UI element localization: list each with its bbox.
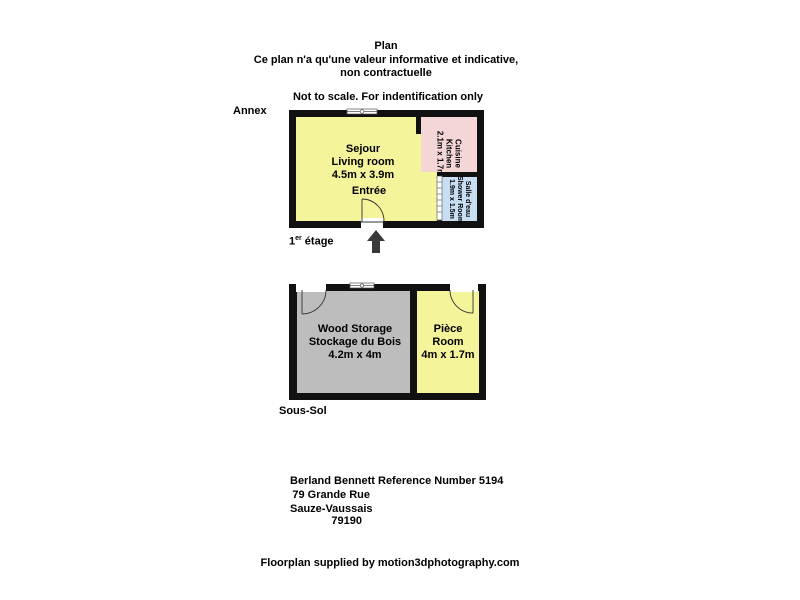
agent-town: Sauze-Vaussais [290, 503, 373, 515]
storage-name-en: Wood Storage [317, 323, 393, 335]
basement-label: Sous-Sol [279, 405, 327, 417]
window-icon [347, 109, 377, 114]
storage-label [300, 323, 410, 362]
piece-label [418, 323, 478, 362]
piece-name-fr: Pièce [433, 323, 463, 335]
shower-size: 1.9m x 1.5m [448, 179, 455, 219]
living-room-size: 4.5m x 3.9m [331, 169, 395, 181]
entrance-label: Entrée [351, 185, 387, 197]
shower-name-en: Shower Room [456, 176, 463, 224]
piece-name-en: Room [432, 336, 464, 348]
annex-label: Annex [233, 105, 267, 117]
window-icon [350, 283, 374, 288]
piece-size: 4m x 1.7m [421, 349, 475, 361]
entrance-arrow-icon [367, 230, 385, 253]
first-floor-word: étage [301, 235, 334, 248]
reference-number: Reference Number 5194 [378, 475, 504, 487]
first-floor-sup: er [295, 235, 302, 242]
storage-name-fr: Stockage du Bois [308, 336, 402, 348]
shower-name-fr: Salle d'eau [464, 180, 471, 218]
footer-credit: Floorplan supplied by motion3dphotography.com [260, 557, 520, 569]
agent-postcode: 79190 [331, 515, 362, 527]
first-floor-number: 1 [289, 235, 296, 248]
living-room-name-fr: Sejour [345, 143, 381, 155]
living-room-label [323, 143, 403, 182]
shower-label [447, 176, 471, 222]
kitchen-name-fr: Cuisine [453, 139, 463, 168]
disclaimer-line-2: non contractuelle [340, 67, 432, 79]
kitchen-name-en: Kitchen [444, 138, 454, 169]
disclaimer-line-1: Ce plan n'a qu'une valeur informative et indicative, [253, 54, 519, 66]
storage-size: 4.2m x 4m [328, 349, 382, 361]
kitchen-label [436, 126, 463, 182]
agent-name: Berland Bennett [290, 475, 375, 487]
kitchen-size: 2.1m x 1.7m [435, 130, 445, 177]
agent-street: 79 Grande Rue [292, 489, 370, 501]
plan-title: Plan [374, 40, 398, 52]
stairs-icon [437, 176, 442, 220]
living-room-name-en: Living room [331, 156, 395, 168]
entrance-door-gap [361, 218, 383, 230]
scale-note: Not to scale. For indentification only [292, 91, 484, 103]
first-floor-label [289, 232, 334, 249]
